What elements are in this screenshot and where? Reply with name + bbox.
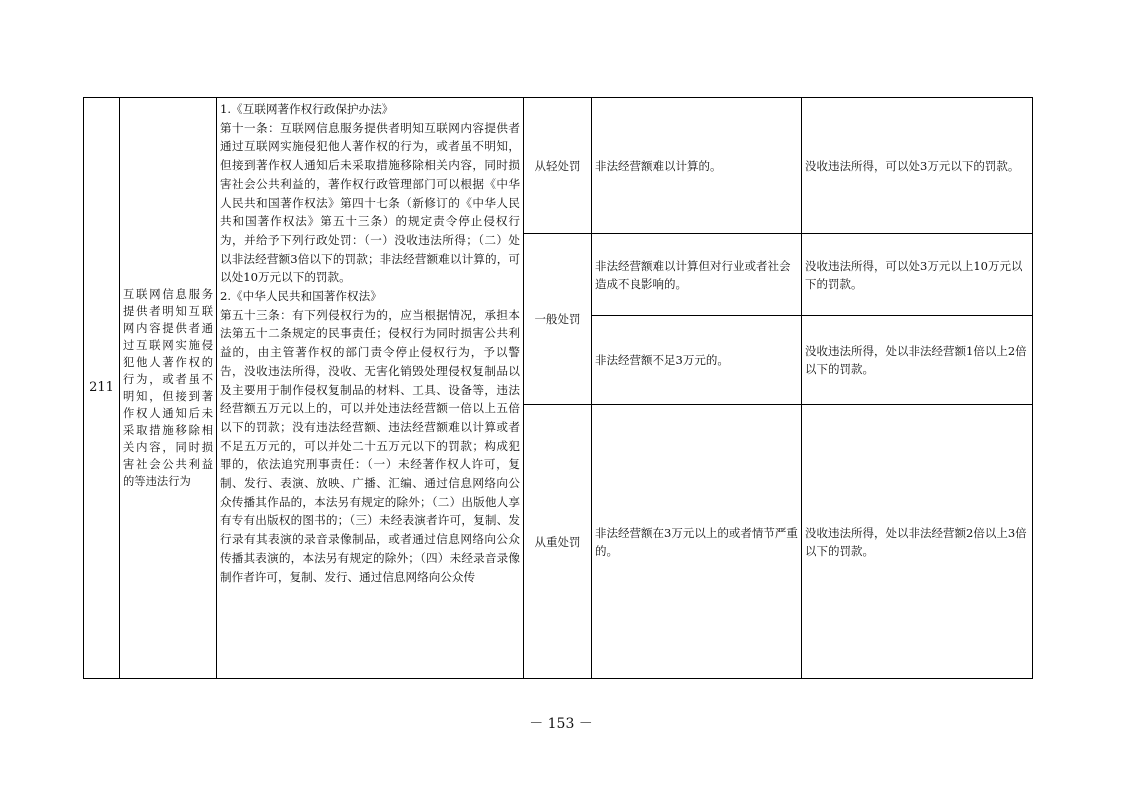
page-number: － 153 －	[529, 716, 593, 732]
tier-level-cell-light	[523, 97, 592, 234]
standard-cell-3	[801, 315, 1033, 405]
tier-level-heavy: 从重处罚	[534, 534, 581, 549]
penalty-table	[83, 97, 1033, 679]
row-number: 211	[89, 380, 114, 395]
tier-level-cell-heavy	[523, 404, 592, 679]
penalty-standard-3: 没收违法所得，处以非法经营额1倍以上2倍以下的罚款。	[805, 344, 1027, 376]
circumstance-4: 非法经营额在3万元以上的或者情节严重的。	[595, 525, 798, 558]
circumstance-cell-4	[591, 404, 802, 679]
circumstance-cell-2	[591, 233, 802, 316]
circumstance-1: 非法经营额难以计算的。	[595, 158, 722, 173]
tier-level-cell-general	[523, 233, 592, 405]
violation-behavior-cell	[119, 97, 217, 679]
penalty-standard-2: 没收违法所得，可以处3万元以上10万元以下的罚款。	[805, 258, 1023, 291]
circumstance-2: 非法经营额难以计算但对行业或者社会造成不良影响的。	[595, 258, 791, 291]
penalty-standard-4: 没收违法所得，处以非法经营额2倍以上3倍以下的罚款。	[805, 525, 1027, 558]
row-number-cell	[83, 97, 120, 679]
circumstance-3: 非法经营额不足3万元的。	[595, 353, 729, 367]
tier-level-general: 一般处罚	[534, 312, 581, 326]
basis-article-2: 第五十三条：有下列侵权行为的，应当根据情况，承担本法第五十二条规定的民事责任；侵权行为同时损害公共利益的，由主管著作权的部门责令停止侵权行为，予以警告，没收违法所得，没收、无害化销毁处理侵权复制品以及主要用于制作侵权复制品的材料、工具、设备等，违法经营额五万元以上的，可以并处违法经营额一倍以上五倍以下的罚款；没有违法经营额、违法经营额难以计算或者不足五万元的，可以并处二十五万元以下的罚款；构成犯罪的，依法追究刑事责任：（一）未经著作权人许可，复制、发行、表演、放映、广播、汇编、通过信息网络向公众传播其作品的，本法另有规定的除外；（二）出版他人享有专有出版权的图书的；（三）未经表演者许可，复制、发行录有其表演的录音录像制品，或者通过信息网络向公众传播其表演的，本法另有规定的除外；（四）未经录音录像制作者许可，复制、发行、通过信息网络向公众传	[220, 307, 520, 584]
circumstance-cell-3	[591, 315, 802, 405]
circumstance-cell-1	[591, 97, 802, 234]
violation-behavior: 互联网信息服务提供者明知互联网内容提供者通过互联网实施侵犯他人著作权的行为，或者虽不明知，但接到著作权人通知后未采取措施移除相关内容，同时损害社会公共利益的等违法行为	[123, 288, 213, 488]
penalty-standard-1: 没收违法所得，可以处3万元以下的罚款。	[805, 158, 1020, 173]
standard-cell-2	[801, 233, 1033, 316]
basis-article-1: 第十一条：互联网信息服务提供者明知互联网内容提供者通过互联网实施侵犯他人著作权的行为，或者虽不明知，但接到著作权人通知后未采取措施移除相关内容，同时损害社会公共利益的，著作权行政管理部门可以根据《中华人民共和国著作权法》第四十七条（新修订的《中华人民共和国著作权法》第五十三条）的规定责令停止侵权行为，并给予下列行政处罚：（一）没收违法所得；（二）处以非法经营额3倍以下的罚款；非法经营额难以计算的，可以处10万元以下的罚款。	[220, 120, 520, 285]
basis-title-2: 2.《中华人民共和国著作权法》	[220, 289, 382, 304]
basis-title-1: 1.《互联网著作权行政保护办法》	[220, 102, 394, 116]
standard-cell-4	[801, 404, 1033, 679]
standard-cell-1	[801, 97, 1033, 234]
tier-level-light: 从轻处罚	[534, 158, 581, 173]
legal-basis-cell	[216, 97, 524, 679]
